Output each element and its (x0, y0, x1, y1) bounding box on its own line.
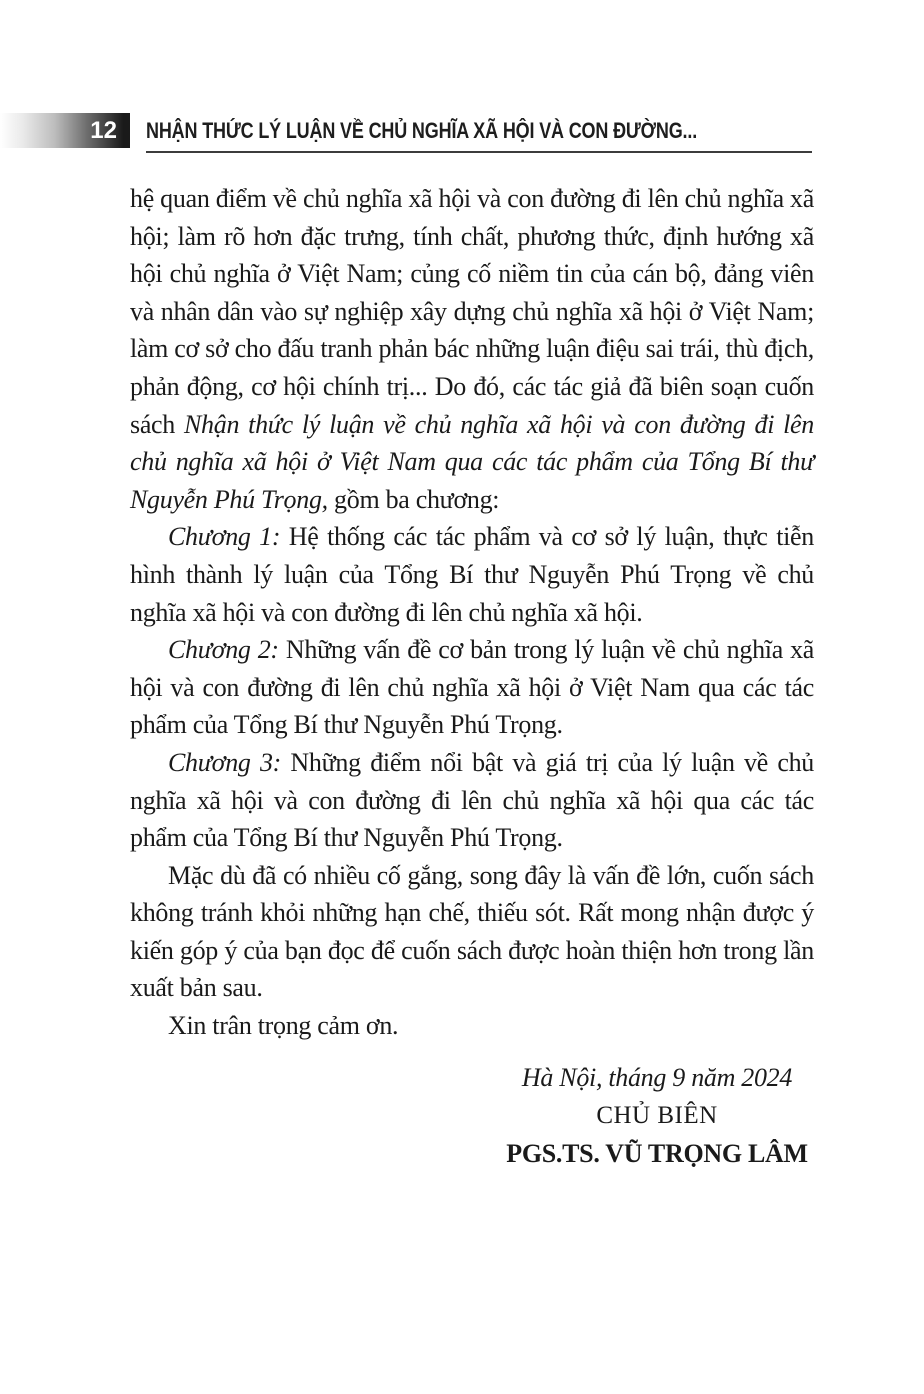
paragraph (130, 518, 814, 631)
paragraph (130, 1007, 814, 1045)
running-title: NHẬN THỨC LÝ LUẬN VỀ CHỦ NGHĨA XÃ HỘI VÀ CON ĐƯỜNG... (146, 118, 698, 143)
italic-text-segment: Nhận thức lý luận về chủ nghĩa xã hội và con đường đi lên chủ nghĩa xã hội ở Việt Nam qua các tác phẩm của Tổng Bí thư Nguyễn Phú Trọng, (130, 409, 814, 514)
text-segment: Xin trân trọng cảm ơn. (168, 1011, 399, 1041)
text-segment: Những vấn đề cơ bản trong lý luận về chủ nghĩa xã hội và con đường đi lên chủ nghĩa xã hội ở Việt Nam qua các tác phẩm của Tổng Bí thư Nguyễn Phú Trọng. (130, 635, 815, 740)
text-segment: gồm ba chương: (327, 484, 500, 514)
text-segment: Mặc dù đã có nhiều cố gắng, song đây là vấn đề lớn, cuốn sách không tránh khỏi những hạn chế, thiếu sót. Rất mong nhận được ý kiến góp ý của bạn đọc để cuốn sách được hoàn thiện hơn trong lần xuất bản sau. (130, 860, 814, 1003)
italic-text-segment: Chương 3: (168, 747, 282, 777)
text-segment: hệ quan điểm về chủ nghĩa xã hội và con đường đi lên chủ nghĩa xã hội; làm rõ hơn đặc trưng, tính chất, phương thức, định hướng xã hội chủ nghĩa ở Việt Nam; củng cố niềm tin của cán bộ, đảng viên và nhân dân vào sự nghiệp xây dựng chủ nghĩa xã hội ở Việt Nam; làm cơ sở cho đấu tranh phản bác những luận điệu sai trái, thù địch, phản động, cơ hội chính trị... Do đó, các tác giả đã biên soạn cuốn sách (130, 184, 815, 439)
paragraph (130, 631, 814, 744)
signature-role: CHỦ BIÊN (596, 1101, 718, 1129)
paragraph (130, 744, 814, 857)
body-paragraphs (130, 180, 814, 1045)
body-text (130, 180, 814, 1173)
header-rule (146, 151, 812, 153)
page-number-bar (0, 113, 130, 148)
text-segment: Những điểm nổi bật và giá trị của lý luận về chủ nghĩa xã hội và con đường đi lên chủ nghĩa xã hội qua các tác phẩm của Tổng Bí thư Nguyễn Phú Trọng. (130, 747, 814, 853)
signature-name: PGS.TS. VŨ TRỌNG LÂM (506, 1138, 808, 1168)
italic-text-segment: Chương 1: (168, 522, 281, 552)
text-segment: Hệ thống các tác phẩm và cơ sở lý luận, thực tiễn hình thành lý luận của Tổng Bí thư Nguyễn Phú Trọng về chủ nghĩa xã hội và con đường đi lên chủ nghĩa xã hội. (130, 522, 814, 627)
page-number: 12 (90, 116, 117, 144)
italic-text-segment: Chương 2: (168, 635, 279, 665)
signature-block (506, 1059, 808, 1173)
signature-place-date: Hà Nội, tháng 9 năm 2024 (521, 1062, 793, 1092)
paragraph (130, 180, 814, 518)
paragraph (130, 857, 814, 1007)
